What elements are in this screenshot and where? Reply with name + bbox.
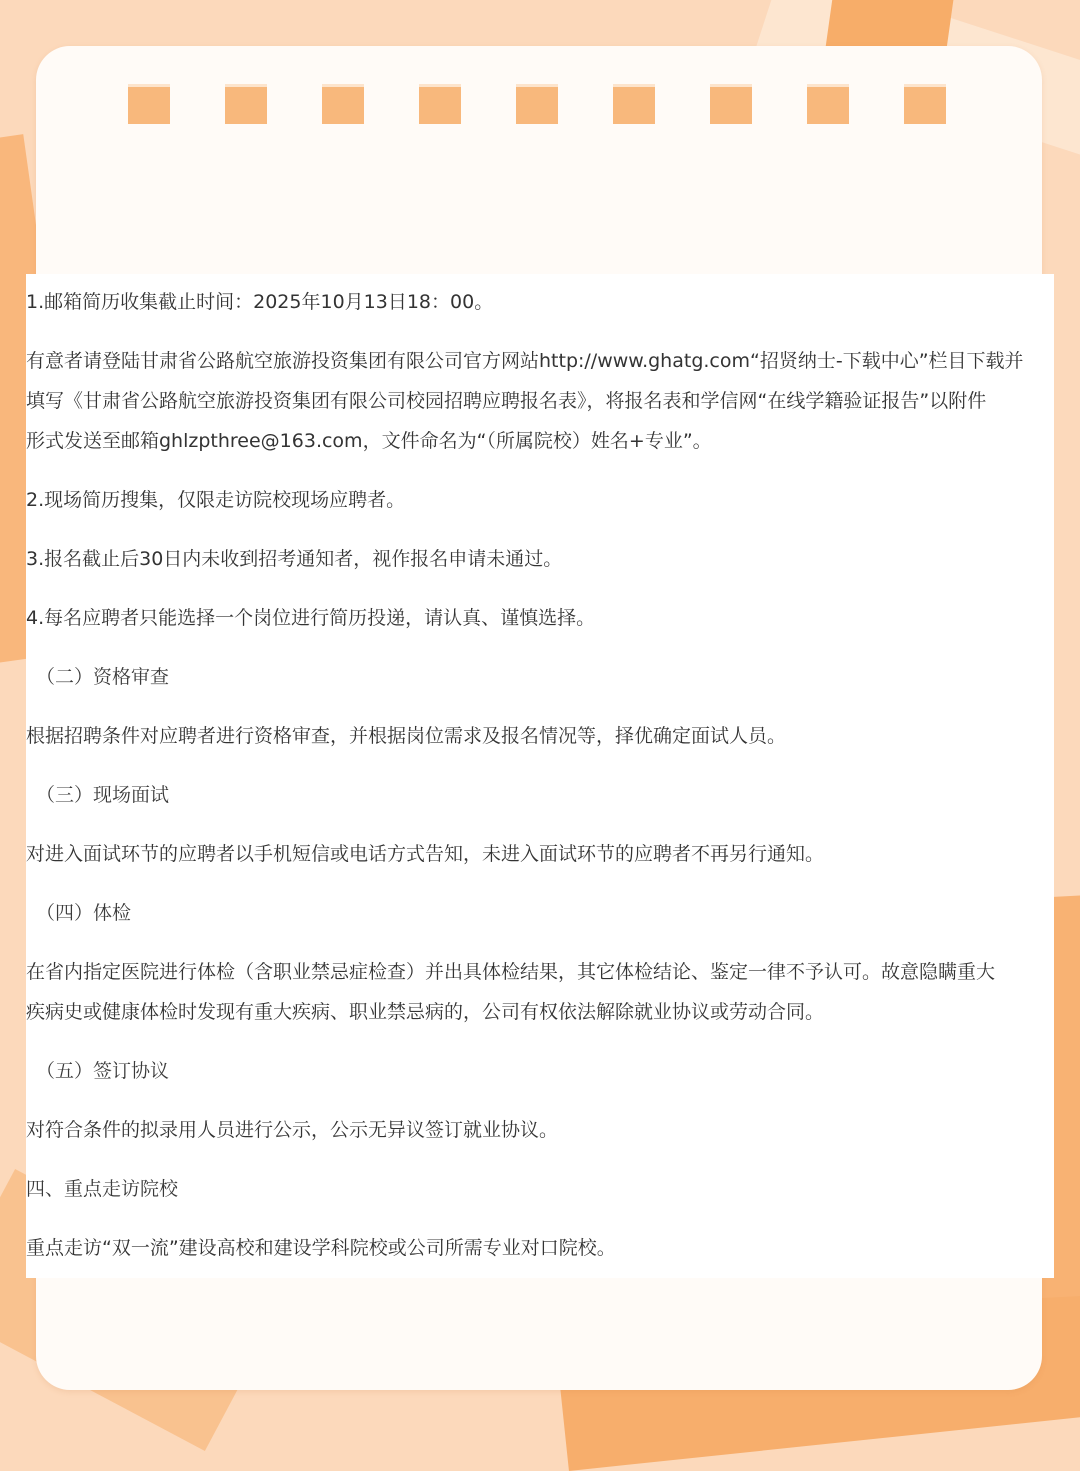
section-heading-interview: （三）现场面试 <box>36 784 170 806</box>
binder-tab <box>225 84 267 124</box>
application-instructions-line-3: 形式发送至邮箱ghlzpthree@163.com，文件命名为“（所属院校）姓名+专业”。 <box>26 430 712 452</box>
binder-tab <box>128 84 170 124</box>
binder-tabs <box>128 84 946 124</box>
onsite-resume-text: 2.现场简历搜集，仅限走访院校现场应聘者。 <box>26 489 406 511</box>
application-instructions-line-2: 填写《甘肃省公路航空旅游投资集团有限公司校园招聘应聘报名表》，将报名表和学信网“在线学籍验证报告”以附件 <box>26 390 987 412</box>
binder-tab <box>613 84 655 124</box>
medical-text-line-1: 在省内指定医院进行体检（含职业禁忌症检查）并出具体检结果，其它体检结论、鉴定一律不予认可。故意隐瞒重大 <box>26 961 996 983</box>
qualification-text: 根据招聘条件对应聘者进行资格审查，并根据岗位需求及报名情况等，择优确定面试人员。 <box>26 725 787 747</box>
one-position-text: 4.每名应聘者只能选择一个岗位进行简历投递，请认真、谨慎选择。 <box>26 607 596 629</box>
application-instructions-line-1: 有意者请登陆甘肃省公路航空旅游投资集团有限公司官方网站http://www.ghatg.com“招贤纳士-下载中心”栏目下载并 <box>26 350 1024 372</box>
no-notice-text: 3.报名截止后30日内未收到招考通知者，视作报名申请未通过。 <box>26 548 563 570</box>
binder-tab <box>516 84 558 124</box>
schools-text: 重点走访“双一流”建设高校和建设学科院校或公司所需专业对口院校。 <box>26 1237 616 1259</box>
binder-tab <box>904 84 946 124</box>
section-heading-medical: （四）体检 <box>36 902 132 924</box>
medical-text-line-2: 疾病史或健康体检时发现有重大疾病、职业禁忌病的，公司有权依法解除就业协议或劳动合同。 <box>26 1001 825 1023</box>
binder-tab <box>710 84 752 124</box>
section-heading-schools: 四、重点走访院校 <box>26 1178 179 1200</box>
binder-tab <box>807 84 849 124</box>
interview-text: 对进入面试环节的应聘者以手机短信或电话方式告知，未进入面试环节的应聘者不再另行通知。 <box>26 843 825 865</box>
text-content-area <box>26 274 1054 1278</box>
section-heading-qualification: （二）资格审查 <box>36 666 170 688</box>
binder-tab <box>419 84 461 124</box>
agreement-text: 对符合条件的拟录用人员进行公示，公示无异议签订就业协议。 <box>26 1119 559 1141</box>
binder-tab <box>322 84 364 124</box>
resume-deadline-text: 1.邮箱简历收集截止时间：2025年10月13日18：00。 <box>26 291 494 313</box>
section-heading-agreement: （五）签订协议 <box>36 1060 170 1082</box>
